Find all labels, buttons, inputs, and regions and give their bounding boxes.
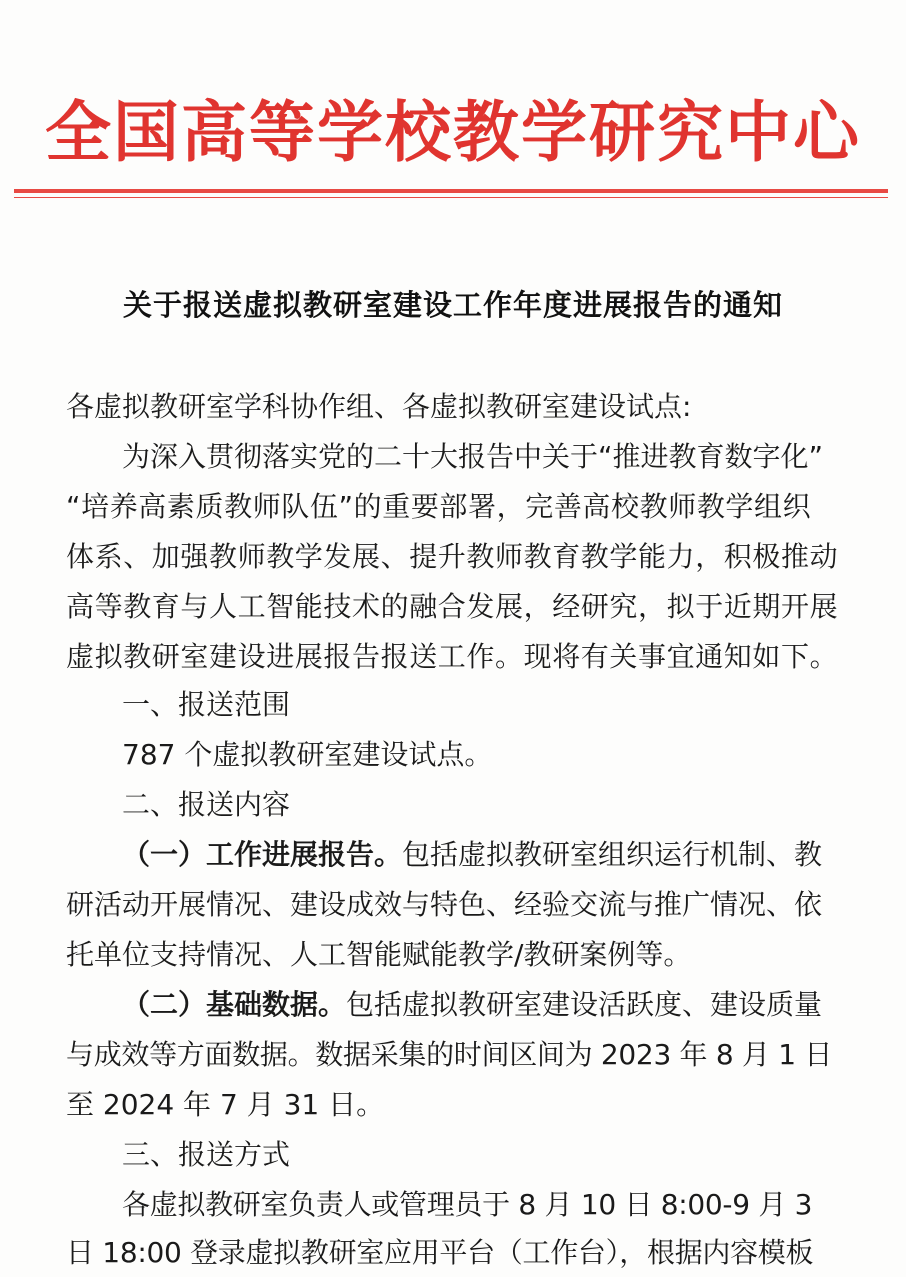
header-rule-thick [14,189,888,193]
content-item-1-line: 托单位支持情况、人工智能赋能教学/教研案例等。 [66,938,692,971]
content-item-1-first-line [122,830,866,880]
intro-line: 为深入贯彻落实党的二十大报告中关于“推进教育数字化” [122,440,824,473]
content-item-1-text: 包括虚拟教研室组织运行机制、教 [402,838,823,871]
method-line: 各虚拟教研室负责人或管理员于 8 月 10 日 8:00-9 月 3 [122,1188,813,1221]
section-heading-content: 二、报送内容 [122,788,291,821]
content-item-1-line: 研活动开展情况、建设成效与特色、经验交流与推广情况、依 [66,888,823,921]
salutation: 各虚拟教研室学科协作组、各虚拟教研室建设试点: [66,390,692,423]
content-item-2-lead: （二）基础数据。 [122,988,347,1021]
intro-line: “培养高素质教师队伍”的重要部署，完善高校教师教学组织 [66,490,812,523]
content-item-2-first-line [122,980,866,1030]
section-heading-scope: 一、报送范围 [122,688,291,721]
header-rule-thin [14,197,888,198]
content-item-2-text: 包括虚拟教研室建设活跃度、建设质量 [346,988,823,1021]
section-heading-method: 三、报送方式 [122,1138,291,1171]
content-item-2-line: 至 2024 年 7 月 31 日。 [66,1088,385,1121]
method-line: 日 18:00 登录虚拟教研室应用平台（工作台），根据内容模板 [66,1236,814,1269]
org-header: 全国高等学校教学研究中心 [45,93,861,171]
intro-line: 体系、加强教师教学发展、提升教师教育教学能力，积极推动 [66,540,839,573]
content-item-1-lead: （一）工作进展报告。 [122,838,403,871]
document-title: 关于报送虚拟教研室建设工作年度进展报告的通知 [122,288,783,322]
intro-line: 高等教育与人工智能技术的融合发展，经研究，拟于近期开展 [66,590,839,623]
section-body-scope: 787 个虚拟教研室建设试点。 [122,738,493,771]
intro-line: 虚拟教研室建设进展报告报送工作。现将有关事宜通知如下。 [66,640,839,673]
content-item-2-line: 与成效等方面数据。数据采集的时间区间为 2023 年 8 月 1 日 [66,1038,833,1071]
